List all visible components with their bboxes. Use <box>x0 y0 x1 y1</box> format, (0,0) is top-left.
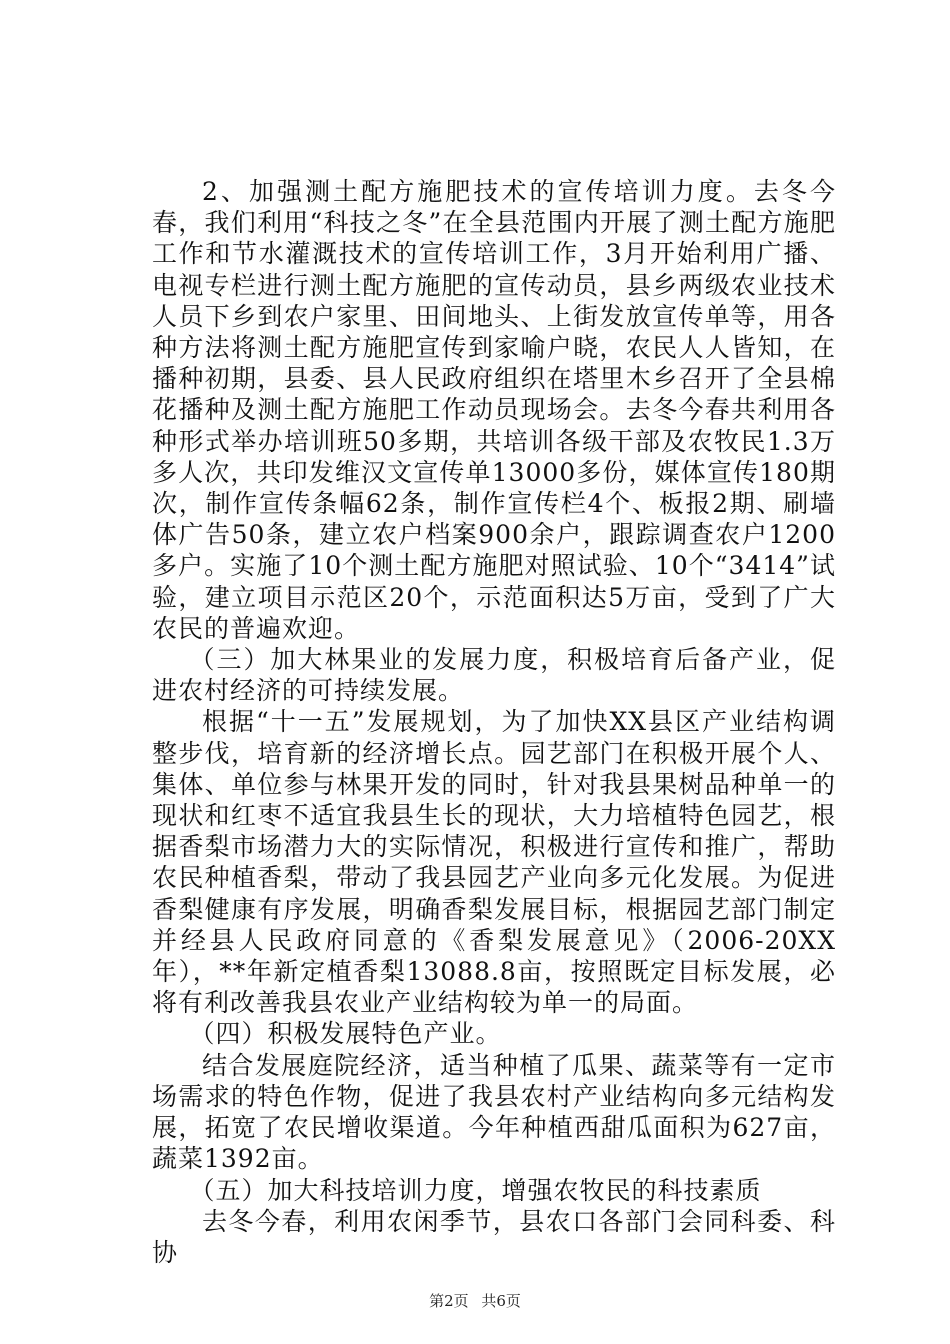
paragraph-fruit-industry: 根据“十一五”发展规划，为了加快XX县区产业结构调整步伐，培育新的经济增长点。园艺部门在积极开展个人、集体、单位参与林果开发的同时，针对我县果树品种单一的现状和红枣不适宜我县生长的现状，大力培植特色园艺，根据香梨市场潜力大的实际情况，积极进行宣传和推广，帮助农民种植香梨，带动了我县园艺产业向多元化发展。为促进香梨健康有序发展，明确香梨发展目标，根据园艺部门制定并经县人民政府同意的《香梨发展意见》（2006-20XX年），**年新定植香梨13088.8亩，按照既定目标发展，必将有利改善我县农业产业结构较为单一的局面。 <box>152 707 836 1018</box>
document-body <box>152 176 836 1268</box>
paragraph-special-industry: 结合发展庭院经济，适当种植了瓜果、蔬菜等有一定市场需求的特色作物，促进了我县农村产业结构向多元结构发展，拓宽了农民增收渠道。今年种植西甜瓜面积为627亩，蔬菜1392亩。 <box>152 1050 836 1174</box>
page-number: 第2页 <box>429 1292 469 1310</box>
paragraph-soil-fertilizer-training: 2、加强测土配方施肥技术的宣传培训力度。去冬今春，我们利用“科技之冬”在全县范围内开展了测土配方施肥工作和节水灌溉技术的宣传培训工作，3月开始利用广播、电视专栏进行测土配方施肥的宣传动员，县乡两级农业技术人员下乡到农户家里、田间地头、上街发放宣传单等，用各种方法将测土配方施肥宣传到家喻户晓，农民人人皆知，在播种初期，县委、县人民政府组织在塔里木乡召开了全县棉花播种及测土配方施肥工作动员现场会。去冬今春共利用各种形式举办培训班50多期，共培训各级干部及农牧民1.3万多人次，共印发维汉文宣传单13000多份，媒体宣传180期次，制作宣传条幅62条，制作宣传栏4个、板报2期、刷墙体广告50条，建立农户档案900余户，跟踪调查农户1200多户。实施了10个测土配方施肥对照试验、10个“3414”试验，建立项目示范区20个，示范面积达5万亩，受到了广大农民的普遍欢迎。 <box>152 177 836 643</box>
section-heading-4: （四）积极发展特色产业。 <box>189 1019 502 1049</box>
page-footer <box>0 1290 950 1311</box>
paragraph-training-intro: 去冬今春，利用农闲季节，县农口各部门会同科委、科协 <box>152 1206 836 1267</box>
section-heading-3: （三）加大林果业的发展力度，积极培育后备产业，促进农村经济的可持续发展。 <box>152 645 836 706</box>
page-total: 共6页 <box>481 1292 521 1310</box>
section-heading-5: （五）加大科技培训力度，增强农牧民的科技素质 <box>189 1175 762 1205</box>
